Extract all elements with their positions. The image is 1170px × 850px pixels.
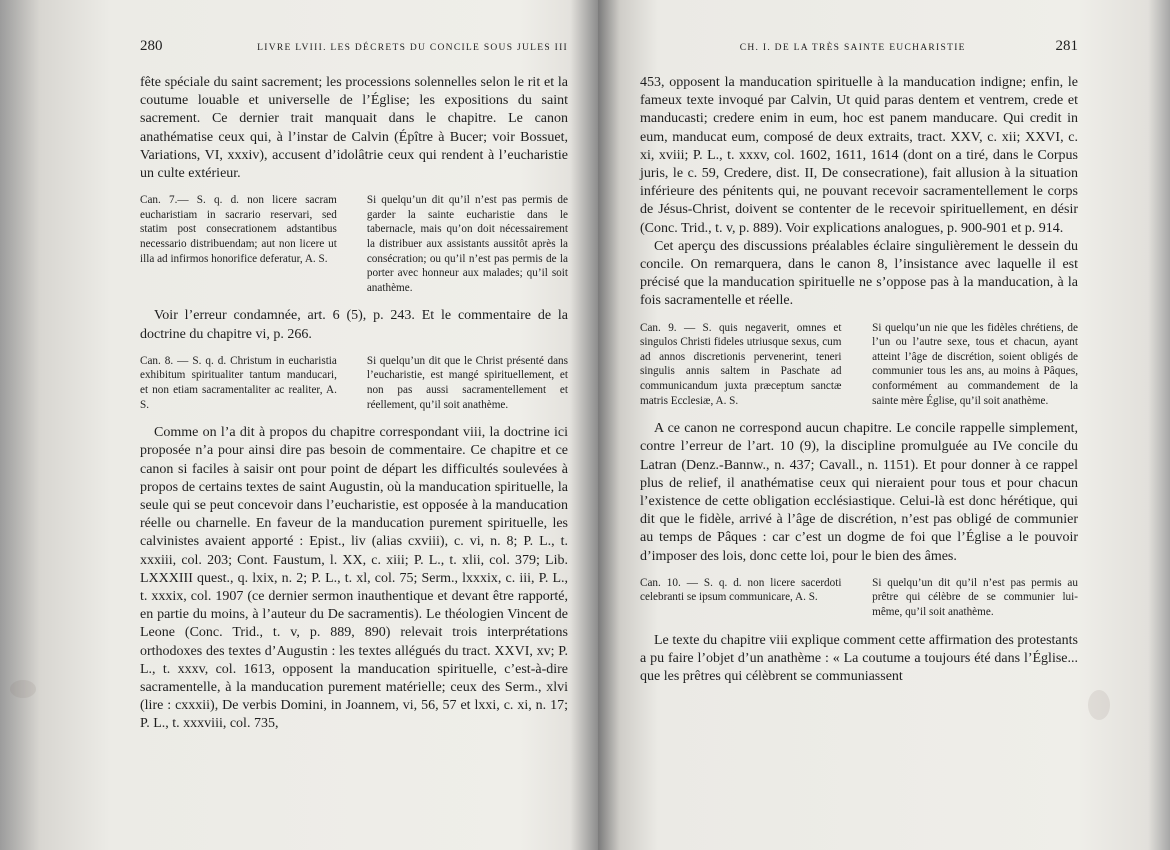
paragraph: A ce canon ne correspond aucun chapitre. Le concile rappelle simplement, contre l’erreur de l’art. 10 (9), la discipline promulguée au IVe concile du Latran (Denz.-Bannw., n. 437; Cavall., n. 1151). Et pour donner à ce rappel plus de relief, il anathématise ceux qui nieraient pour tous et pour chacun l’existence de cette obligation ecclésiastique. Celui-là est donc hérétique, qui dit que le fidèle, arrivé à l’âge de discrétion, n’est pas obligé de communier au temps de Pâques : car c’est un dogme de foi que l’Église a le pouvoir d’imposer des lois, donc cette loi, pour le bien des âmes. bbox=[640, 421, 1078, 564]
paragraph: Cet aperçu des discussions préalables éclaire singulièrement le dessein du concile. On remarquera, dans le canon 8, l’insistance avec laquelle il est précisé que la manducation spirituelle ne s’oppose pas à la manducation, à la fois sacramentelle et réelle. bbox=[640, 238, 1078, 309]
page-number: 281 bbox=[1055, 38, 1078, 54]
left-running-head bbox=[140, 38, 568, 60]
canon-french: Si quelqu’un dit qu’il n’est pas permis au prêtre qui célèbre de se communier lui-même, qu’il soit anathème. bbox=[872, 576, 1078, 619]
running-head-title: CH. I. DE LA TRÈS SAINTE EUCHARISTIE bbox=[739, 43, 966, 53]
canon-french: Si quelqu’un dit qu’il n’est pas permis de garder la sainte eucharistie dans le tabernacle, mais qu’on doit nécessairement la distribuer aux assistants aussitôt après la consécration; ou qu’il n’est pas permis de la porter avec honneur aux malades; qu’il soit anathème. bbox=[366, 194, 568, 294]
running-head-title: LIVRE LVIII. LES DÉCRETS DU CONCILE SOUS JULES III bbox=[257, 43, 568, 53]
canon-8 bbox=[140, 354, 568, 412]
canon-10 bbox=[640, 576, 1078, 620]
paragraph: Voir l’erreur condamnée, art. 6 (5), p. 243. Et le commentaire de la doctrine du chapitre vi, p. 266. bbox=[140, 308, 568, 342]
right-running-head bbox=[640, 38, 1078, 60]
paragraph: Comme on l’a dit à propos du chapitre correspondant viii, la doctrine ici proposée n’a pour ainsi dire pas besoin de commentaire. Ce chapitre et ce canon si faciles à saisir ont pour point de départ les difficultés soulevées à propos de certains textes de saint Augustin, où la manducation spirituelle, la seule qui se peut concevoir dans l’eucharistie, est opposée à la manducation réelle ou charnelle. En faveur de la manducation purement spirituelle, les calvinistes avaient apporté : Epist., liv (alias cxviii), c. vi, n. 8; P. L., t. xxxiii, col. 203; Cont. Faustum, l. XX, c. xiii; P. L., t. xlii, col. 379; Lib. LXXXIII quest., q. lxix, n. 2; P. L., t. xl, col. 75; Serm., lxxxix, c. iii, P. L., t. xxxix, col. 1907 (ce dernier sermon inauthentique et devant être rapporté, en partie du moins, à l’auteur du De sacramentis). Le théologien Vincent de Leone (Conc. Trid., t. v, p. 889, 890) relevait trois interprétations orthodoxes des textes d’Augustin : les textes allégués du tract. XXVI, xv; P. L., t. xxxv, col. 1613, opposent la manducation spirituelle, c’est-à-dire sacramentelle, à la manducation purement matérielle; ceux des Serm., xlvi (lire : cxxxii), De verbis Domini, in Joannem, vi, 56, 57 et lxxi, c. xi, n. 17; P. L., t. xxxviii, col. 735, bbox=[140, 425, 568, 732]
right-page-content bbox=[640, 38, 1078, 686]
canon-latin: Can. 9. — S. quis negaverit, omnes et singulos Christi fideles utriusque sexus, cum ad annos discretionis pervenerint, teneri singulis annis saltem in Paschate ad communicandum juxta præceptum sanctæ matris Ecclesiæ, A. S. bbox=[640, 321, 842, 407]
paragraph: Le texte du chapitre viii explique comment cette affirmation des protestants a pu faire l’objet d’un anathème : « La coutume a toujours été dans l’Église... que les prêtres qui célèbrent se communiassent bbox=[640, 632, 1078, 685]
canon-latin: Can. 7.— S. q. d. non licere sacram eucharistiam in sacrario reservari, sed statim post consecrationem adstantibus necessario distribuendam; aut non licere ut illa ad infirmos honorifice deferatur, A. S. bbox=[140, 194, 337, 265]
canon-9 bbox=[640, 321, 1078, 409]
page-number: 280 bbox=[140, 38, 163, 54]
paper-stain bbox=[1088, 690, 1110, 720]
right-page bbox=[598, 0, 1170, 850]
paragraph: 453, opposent la manducation spirituelle à la manducation indigne; enfin, le fameux texte invoqué par Calvin, Ut quid paras dentem et ventrem, crede et manducasti; credere enim in eum, hoc est panem manducare. Qui credit in eum, manducat eum, composé de deux extraits, tract. XXV, c. xii; XXVI, c. xi, xviii; P. L., t. xxxv, col. 1602, 1611, 1614 (dont on a tiré, dans le Corpus juris, le c. 59, Credere, dist. II, De consecratione), fait allusion à la situation inférieure des pénitents qui, ne pouvant recevoir sacramentellement le corps de Jésus-Christ, doivent se contenter de le recevoir spirituellement, en désir (Conc. Trid., t. v, p. 889). Voir explications analogues, p. 900-901 et p. 914. bbox=[640, 75, 1078, 236]
paragraph: fête spéciale du saint sacrement; les processions solennelles selon le rit et la coutume louable et universelle de l’Église; les expositions du saint sacrement. Ce dernier trait manquait dans le chapitre. Le canon anathématise ceux qui, à l’instar de Calvin (Épître à Bucer; voir Bossuet, Variations, VI, xxxiv), accusent d’idolâtrie ceux qui rendent à l’eucharistie un culte extérieur. bbox=[140, 75, 568, 182]
canon-latin: Can. 10. — S. q. d. non licere sacerdoti celebranti se ipsum communicare, A. S. bbox=[640, 576, 842, 604]
left-page-content bbox=[140, 38, 568, 734]
canon-latin: Can. 8. — S. q. d. Christum in eucharistia exhibitum spiritualiter tantum manducari, et non etiam sacramentaliter ac realiter, A. S. bbox=[140, 354, 337, 411]
canon-7 bbox=[140, 193, 568, 295]
paper-stain bbox=[10, 680, 36, 698]
canon-french: Si quelqu’un dit que le Christ présenté dans l’eucharistie, est mangé spirituellement, et non pas aussi sacramentellement et réellement, qu’il soit anathème. bbox=[366, 354, 568, 411]
canon-french: Si quelqu’un nie que les fidèles chrétiens, de l’un ou l’autre sexe, tous et chacun, ayant atteint l’âge de discrétion, soient obligés de communier tous les ans, au moins à Pâques, conformément au commandement de la sainte mère Église, qu’il soit anathème. bbox=[872, 321, 1078, 407]
